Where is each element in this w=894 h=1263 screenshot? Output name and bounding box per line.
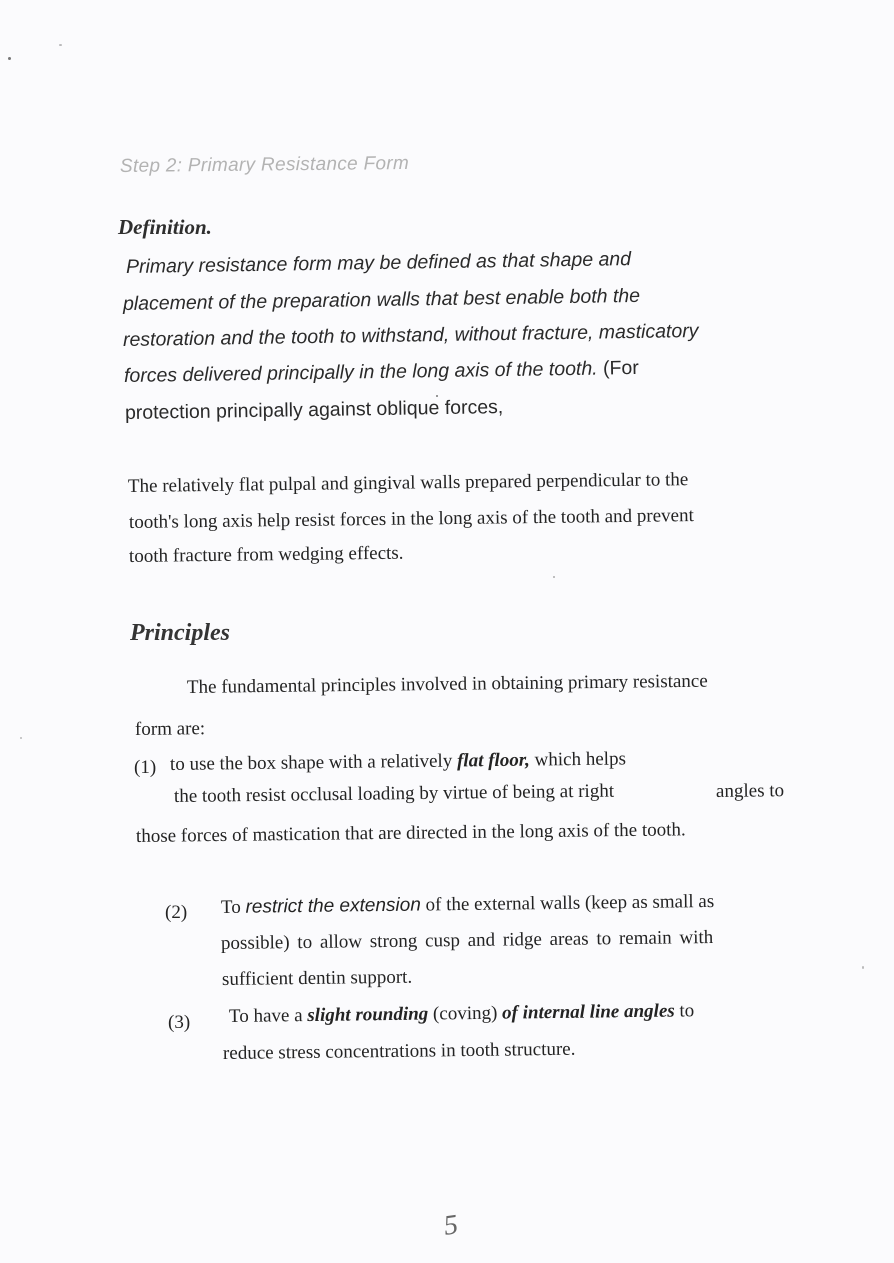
item-1-number: (1) xyxy=(134,757,157,778)
definition-line-4 xyxy=(124,357,639,388)
paragraph-line-1: The relatively flat pulpal and gingival walls prepared perpendicular to the xyxy=(127,469,689,497)
item-3-line-1-post: to xyxy=(674,1000,695,1022)
definition-line-1: Primary resistance form may be defined as that shape and xyxy=(125,248,632,278)
item-3-number: (3) xyxy=(168,1012,191,1033)
paragraph-line-3: tooth fracture from wedging effects. xyxy=(128,542,404,567)
item-1-line-1-pre: to use the box shape with a relatively xyxy=(169,750,458,775)
item-3-line-2: reduce stress concentrations in tooth structure. xyxy=(222,1038,576,1064)
item-2-line-2: possible) to allow strong cusp and ridge areas to remain with xyxy=(220,926,714,954)
definition-heading: Definition. xyxy=(118,215,212,239)
scan-speck xyxy=(862,966,864,969)
scan-speck xyxy=(8,57,11,60)
item-3-line-1-emphasis-2: of internal line angles xyxy=(501,1000,675,1024)
item-1-line-2: the tooth resist occlusal loading by virtue of being at right xyxy=(173,780,615,807)
scan-speck xyxy=(59,44,62,46)
step-heading: Step 2: Primary Resistance Form xyxy=(119,152,410,177)
item-1-line-1-post: which helps xyxy=(529,748,627,771)
definition-line-2: placement of the preparation walls that best enable both the xyxy=(122,284,641,315)
item-2-number: (2) xyxy=(165,902,188,923)
item-1-line-1-emphasis: flat floor, xyxy=(456,749,530,772)
scan-speck xyxy=(553,576,555,578)
definition-line-3: restoration and the tooth to withstand, without fracture, masticatory xyxy=(122,319,699,351)
definition-line-4-tail: (For xyxy=(597,356,639,380)
item-3-line-1-mid: (coving) xyxy=(428,1002,503,1025)
item-2-line-1-emphasis: restrict the extension xyxy=(245,894,421,918)
item-3-line-1-emphasis-1: slight rounding xyxy=(307,1003,429,1027)
item-3-line-1-pre: To have a xyxy=(228,1005,308,1027)
item-2-line-1 xyxy=(221,891,714,919)
item-2-line-1-post: of the external walls (keep as small as xyxy=(420,890,715,916)
item-2-line-3: sufficient dentin support. xyxy=(221,966,413,990)
page-number: 5 xyxy=(441,1209,461,1242)
item-1-line-3: those forces of mastication that are directed in the long axis of the tooth. xyxy=(135,819,686,847)
principles-heading: Principles xyxy=(130,620,230,646)
definition-line-4-text: forces delivered principally in the long axis of the tooth. xyxy=(123,357,598,387)
principles-intro-line-2: form are: xyxy=(134,718,206,740)
principles-intro-line-1: The fundamental principles involved in obtaining primary resistance xyxy=(186,670,708,698)
definition-line-5: protection principally against oblique forces, xyxy=(124,396,504,424)
item-1-line-1 xyxy=(170,748,626,776)
item-3-line-1 xyxy=(229,1000,695,1028)
item-1-line-2-tail: angles to xyxy=(715,780,785,802)
paragraph-line-2: tooth's long axis help resist forces in the long axis of the tooth and prevent xyxy=(128,505,694,533)
item-2-line-1-pre: To xyxy=(220,896,246,918)
scan-speck xyxy=(20,737,22,739)
